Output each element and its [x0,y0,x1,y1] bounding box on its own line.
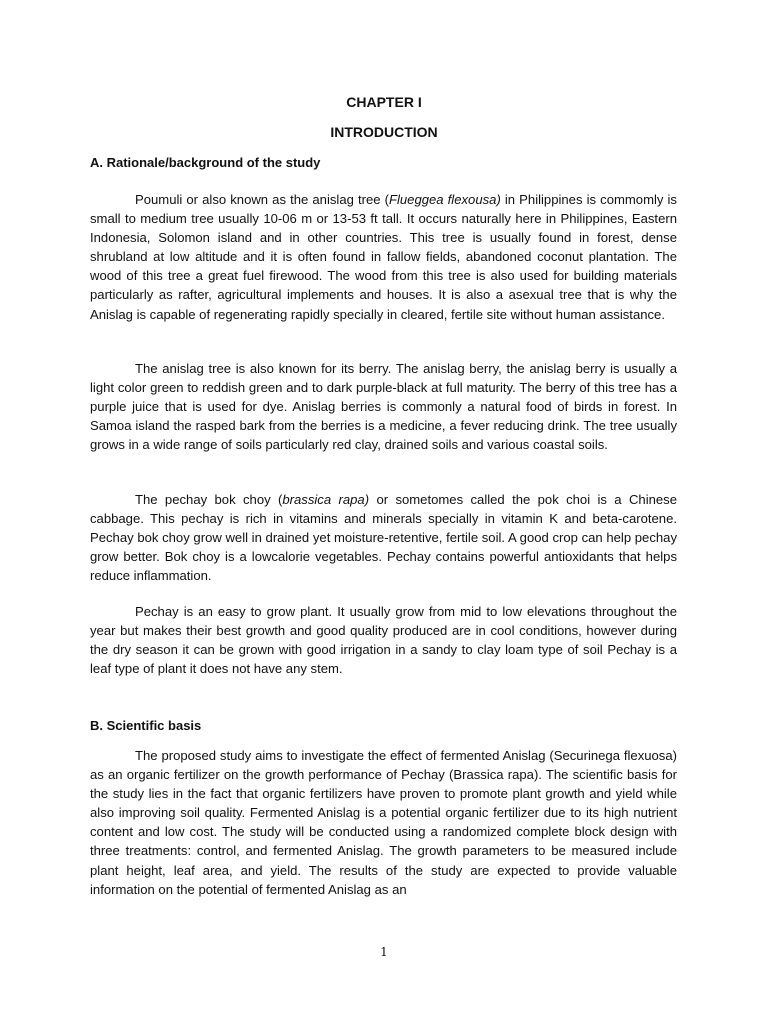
chapter-title: INTRODUCTION [330,124,438,140]
paragraph-text: Poumuli or also known as the anislag tree ( [135,192,389,207]
chapter-heading: CHAPTER I [346,94,422,110]
section-a-paragraph-1 [90,190,677,324]
paragraph-text: or sometomes called the pok choi is a Chinese cabbage. This pechay is rich in vitamins and minerals specially in vitamin K and beta-carotene. Pechay bok choy grow well in drained yet moisture-retentive, fertile soil. A good crop can help pechay grow better. Bok choy is a lowcalorie vegetables. Pechay contains powerful antioxidants that helps reduce inflammation. [90,492,677,584]
section-a-paragraph-3 [90,490,677,585]
section-b-paragraph-1: The proposed study aims to investigate the effect of fermented Anislag (Securinega flexuosa) as an organic fertilizer on the growth performance of Pechay (Brassica rapa). The scientific basis for the study lies in the fact that organic fertilizers have proven to promote plant growth and yield while also improving soil quality. Fermented Anislag is a potential organic fertilizer due to its high nutrient content and low cost. The study will be conducted using a randomized complete block design with three treatments: control, and fermented Anislag. The growth parameters to be measured include plant height, leaf area, and yield. The results of the study are expected to provide valuable information on the potential of fermented Anislag as an [90,748,677,897]
section-b-title: B. Scientific basis [90,718,202,733]
scientific-name: Flueggea flexousa) [388,192,501,207]
page-number: 1 [380,945,388,959]
paragraph-text: in Philippines is commomly is small to medium tree usually 10-06 m or 13-53 ft tall. It occurs naturally here in Philippines, Eastern Indonesia, Solomon island and in other countries. This tree is usually found in forest, dense shrubland at low altitude and it is often found in fallow fields, abandoned coconut plantation. The wood of this tree a great fuel firewood. The wood from this tree is also used for building materials particularly as rafter, agricultural implements and houses. It is also a asexual tree that is why the Anislag is capable of regenerating rapidly specially in cleared, fertile site without human assistance. [90,192,677,322]
paragraph-text: The pechay bok choy ( [135,492,283,507]
section-a-paragraph-4: Pechay is an easy to grow plant. It usually grow from mid to low elevations throughout the year but makes their best growth and good quality produced are in cool conditions, however during the dry season it can be grown with good irrigation in a sandy to clay loam type of soil Pechay is a leaf type of plant it does not have any stem. [90,604,677,677]
section-a-title: A. Rationale/background of the study [90,155,321,170]
section-a-paragraph-2: The anislag tree is also known for its berry. The anislag berry, the anislag berry is usually a light color green to reddish green and to dark purple-black at full maturity. The berry of this tree has a purple juice that is used for dye. Anislag berries is commonly a natural food of birds in forest. In Samoa island the rasped bark from the berries is a medicine, a fever reducing drink. The tree usually grows in a wide range of soils particularly red clay, drained soils and various coastal soils. [90,361,677,453]
scientific-name: brassica rapa) [282,492,370,507]
